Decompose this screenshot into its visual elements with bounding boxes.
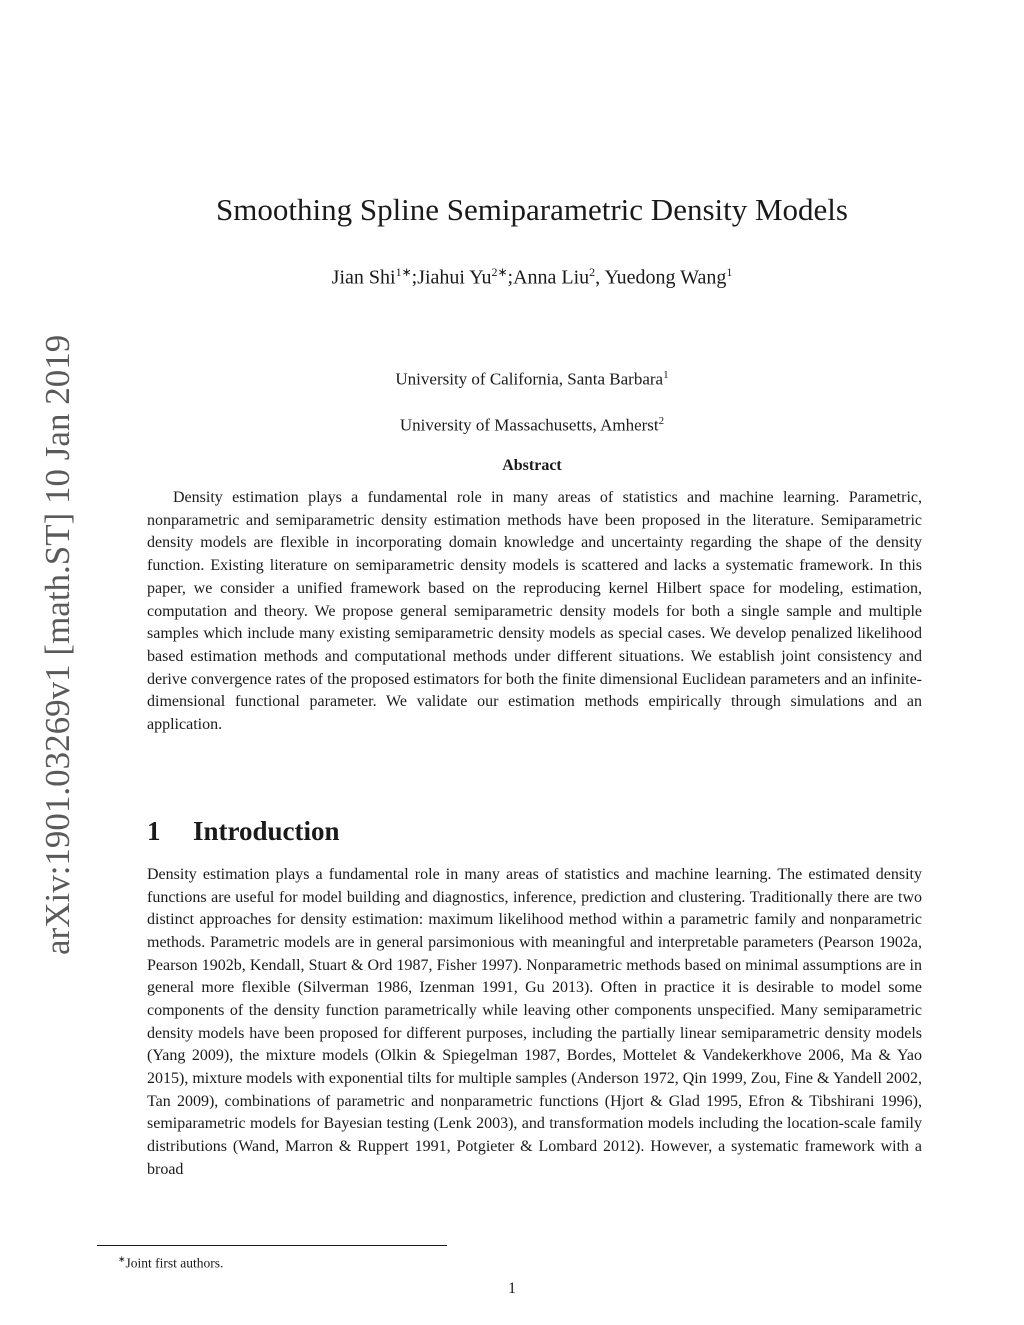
footnote-divider	[97, 1245, 447, 1246]
affiliation-mark: 1	[663, 369, 669, 381]
author-name: Jian Shi	[331, 266, 396, 289]
author-affiliation-mark: 1	[726, 265, 733, 279]
footnote-text: Joint first authors.	[125, 1255, 224, 1271]
introduction-text: Density estimation plays a fundamental role in many areas of statistics and machine learning. The estimated density functions are useful for model building and diagnostics, inference, prediction and clustering. Traditionally there are two distinct approaches for density estimation: maximum likelihood method within a parametric family and nonparametric methods. Parametric models are in general parsimonious with meaningful and interpretable parameters (Pearson 1902a, Pearson 1902b, Kendall, Stuart & Ord 1987, Fisher 1997). Nonparametric methods based on minimal assumptions are in general more flexible (Silverman 1986, Izenman 1991, Gu 2013). Often in practice it is desirable to model some components of the density function parametrically while leaving other components unspecified. Many semiparametric density models have been proposed for different purposes, including the partially linear semiparametric density models (Yang 2009), the mixture models (Olkin & Spiegelman 1987, Bordes, Mottelet & Vandekerkhove 2006, Ma & Yao 2015), mixture models with exponential tilts for multiple samples (Anderson 1972, Qin 1999, Zou, Fine & Yandell 2002, Tan 2009), combinations of parametric and nonparametric functions (Hjort & Glad 1995, Efron & Tibshirani 1996), semiparametric models for Bayesian testing (Lenk 2003), and transformation models including the location-scale family distributions (Wand, Marron & Ruppert 1991, Potgieter & Lombard 2012). However, a systematic framework with a broad	[147, 866, 922, 1178]
paper-title: Smoothing Spline Semiparametric Density Models	[216, 192, 848, 227]
abstract-text: Density estimation plays a fundamental role in many areas of statistics and machine learning. Parametric, nonparametric and semiparametric density estimation methods have been proposed in the literature. Semiparametric density models are flexible in incorporating domain knowledge and uncertainty regarding the shape of the density function. Existing literature on semiparametric density models is scattered and lacks a systematic framework. In this paper, we consider a unified framework based on the reproducing kernel Hilbert space for modeling, estimation, computation and theory. We propose general semiparametric density models for both a single sample and multiple samples which include many existing semiparametric density models as special cases. We develop penalized likelihood based estimation methods and computational methods under different situations. We establish joint consistency and derive convergence rates of the proposed estimators for both the finite dimensional Euclidean parameters and an infinite-dimensional functional parameter. We validate our estimation methods empirically through simulations and an application.	[147, 489, 922, 734]
author-star-mark: ∗	[497, 265, 508, 279]
arxiv-identifier-stamp[interactable]: arXiv:1901.03269v1 [math.ST] 10 Jan 2019	[38, 334, 77, 955]
footnote	[118, 1250, 223, 1273]
affiliation-name: University of California, Santa Barbara	[395, 369, 664, 389]
author-separator: ;	[507, 266, 514, 289]
page-number: 1	[508, 1280, 516, 1297]
affiliation	[140, 363, 924, 392]
author-list	[140, 258, 924, 292]
author-name: Yuedong Wang	[604, 266, 727, 289]
author-name: Anna Liu	[513, 266, 590, 289]
author-separator: ;	[411, 266, 418, 289]
section-title: Introduction	[193, 816, 340, 846]
author-affiliation-mark: 1	[395, 265, 402, 279]
section-number: 1	[147, 816, 161, 846]
footnote-mark: ∗	[118, 1254, 126, 1264]
author-separator: ,	[595, 266, 601, 289]
affiliation-mark: 2	[658, 415, 665, 427]
author-name: Jiahui Yu	[417, 266, 492, 289]
section-heading	[147, 814, 340, 848]
author-star-mark: ∗	[401, 265, 412, 279]
affiliation-name: University of Massachusetts, Amherst	[399, 415, 659, 435]
abstract-heading: Abstract	[502, 457, 562, 474]
author-affiliation-mark: 2	[589, 265, 596, 279]
affiliation	[140, 409, 924, 438]
author-affiliation-mark: 2	[491, 265, 498, 279]
